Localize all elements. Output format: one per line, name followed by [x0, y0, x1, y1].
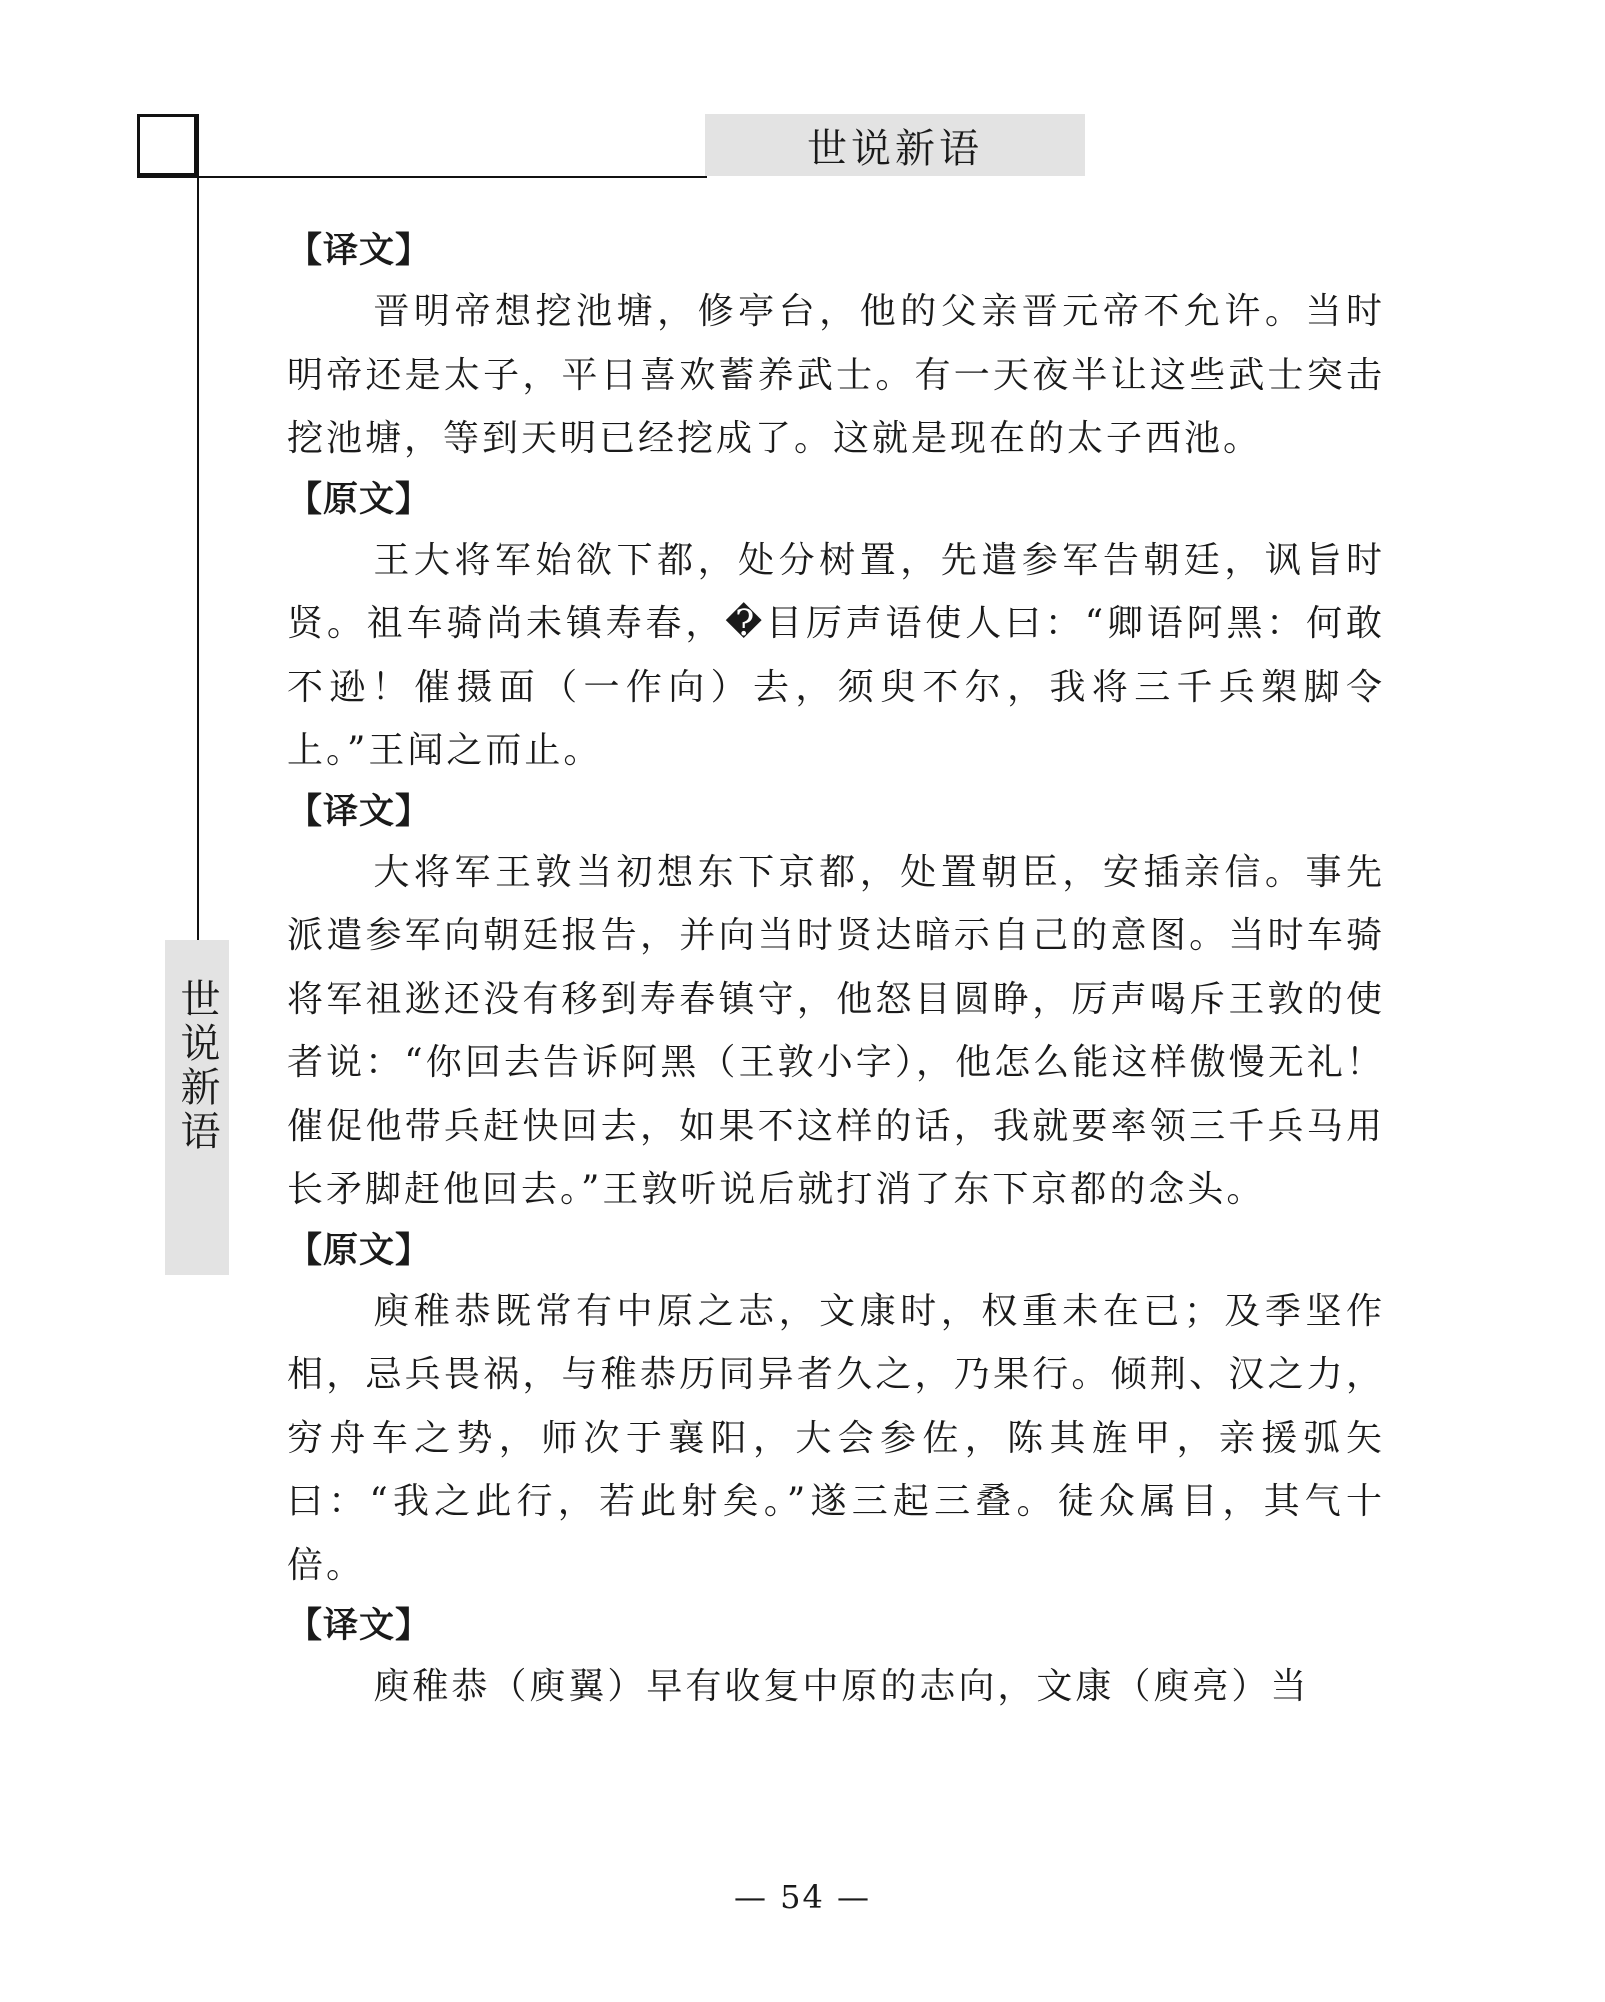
book-title-tab [705, 114, 1085, 176]
header-rule [137, 176, 707, 178]
section-paragraph: 大将军王敦当初想东下京都，处置朝臣，安插亲信。事先派遣参军向朝廷报告，并向当时贤达暗示自己的意图。当时车骑将军祖逖还没有移到寿春镇守，他怒目圆睁，厉声喝斥王敦的使者说：“你回去告诉阿黑（王敦小字），他怎么能这样傲慢无礼！催促他带兵赶快回去，如果不这样的话，我就要率领三千兵马用长矛脚赶他回去。”王敦听说后就打消了东下京都的念头。 [287, 851, 1385, 1210]
side-title: 世说新语 [174, 978, 220, 1154]
section-paragraph: 王大将军始欲下都，处分树置，先遣参军告朝廷，讽旨时贤。祖车骑尚未镇寿春，�目厉声语使人曰：“卿语阿黑：何敢不逊！催摄面（一作向）去，须臾不尔，我将三千兵槊脚令上。”王闻之而止。 [287, 539, 1385, 771]
section-paragraph: 晋明帝想挖池塘，修亭台，他的父亲晋元帝不允许。当时明帝还是太子，平日喜欢蓄养武士。有一天夜半让这些武士突击挖池塘，等到天明已经挖成了。这就是现在的太子西池。 [287, 291, 1385, 459]
section-paragraph: 庾稚恭既常有中原之志，文康时，权重未在已；及季坚作相，忌兵畏祸，与稚恭历同异者久之，乃果行。倾荆、汉之力，穷舟车之势，师次于襄阳，大会参佐，陈其旌甲，亲援弧矢曰：“我之此行，若此射矣。”遂三起三叠。徒众属目，其气十倍。 [287, 1290, 1385, 1586]
book-title: 世说新语 [807, 125, 983, 172]
side-rule [197, 114, 199, 944]
section-heading: 【译文】 [287, 1606, 432, 1646]
section-paragraph: 庾稚恭（庾翼）早有收复中原的志向，文康（庾亮）当 [373, 1666, 1310, 1707]
section-heading: 【原文】 [287, 479, 432, 520]
page-number: — 54 — [733, 1878, 872, 1916]
section-heading: 【译文】 [287, 231, 432, 271]
corner-frame [137, 114, 197, 176]
section-heading: 【原文】 [287, 1230, 432, 1271]
page-body [287, 222, 1385, 1719]
section-heading: 【译文】 [287, 791, 432, 832]
side-title-tab [165, 940, 229, 1275]
